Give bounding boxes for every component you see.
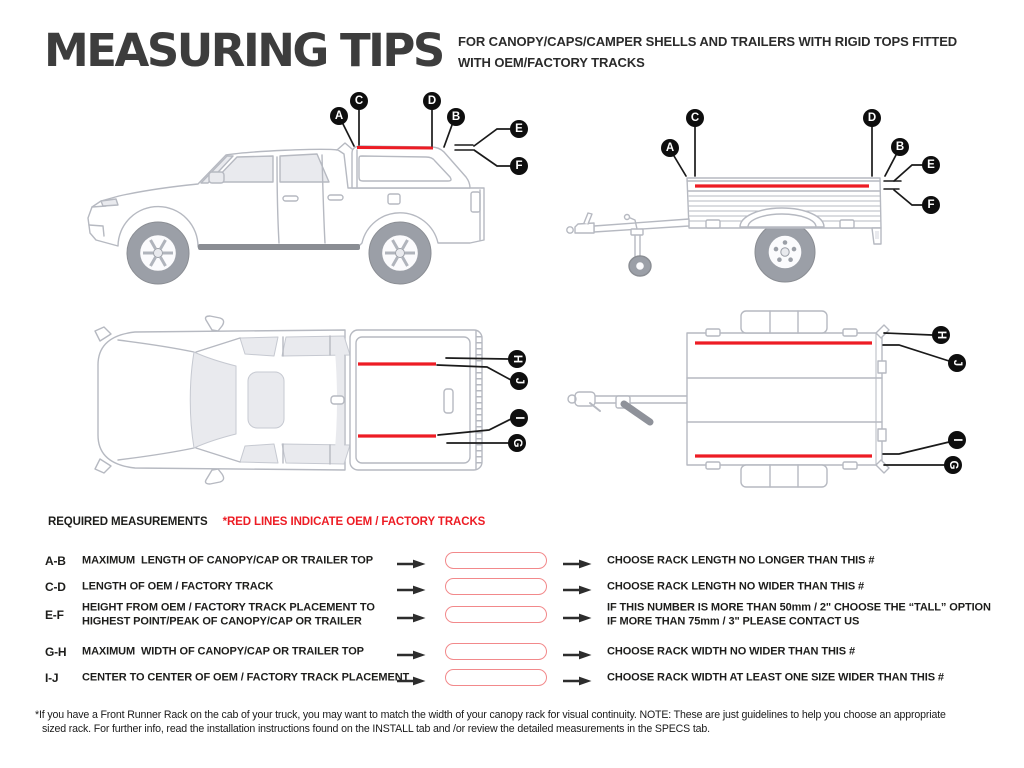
measurement-desc-line: MAXIMUM WIDTH OF CANOPY/CAP OR TRAILER TOP	[82, 645, 364, 658]
measurement-value-box	[445, 669, 547, 686]
required-measurements-header	[48, 516, 485, 528]
arrow-right-icon	[397, 582, 426, 592]
measurement-range-label: I-J	[45, 671, 59, 685]
callout-c-badge: C	[686, 109, 704, 127]
page-subtitle-line: WITH OEM/FACTORY TRACKS	[458, 55, 645, 70]
page-subtitle-line: FOR CANOPY/CAPS/CAMPER SHELLS AND TRAILERS WITH RIGID TOPS FITTED	[458, 34, 958, 49]
callout-h-badge: H	[508, 350, 526, 368]
truck-side-rear-wheel	[369, 222, 431, 284]
callout-j-badge: J	[948, 354, 966, 372]
measurement-value-box	[445, 552, 547, 569]
measurement-result	[607, 580, 864, 594]
callout-a-badge: A	[330, 107, 348, 125]
measurement-description	[82, 554, 373, 568]
measurement-desc-line: LENGTH OF OEM / FACTORY TRACK	[82, 580, 274, 593]
arrow-right-icon	[397, 610, 426, 620]
callout-i-badge: I	[510, 409, 528, 427]
measurement-result	[607, 645, 855, 659]
measurement-range-label: C-D	[45, 580, 66, 594]
callout-e-badge: E	[922, 156, 940, 174]
footnote-line: *If you have a Front Runner Rack on the cab of your truck, you may want to match the width of your canopy rack for visual continuity. NOTE: These are just guidelines to help you choose an appropriate	[35, 709, 946, 721]
callout-e-badge: E	[510, 120, 528, 138]
callout-i-badge: I	[948, 431, 966, 449]
measurement-result	[607, 554, 874, 568]
callout-f-badge: F	[510, 157, 528, 175]
arrow-right-icon	[563, 673, 592, 683]
callout-g-badge: G	[944, 456, 962, 474]
arrow-right-icon	[563, 610, 592, 620]
callout-j-badge: J	[510, 372, 528, 390]
trailer-top-view-drawing	[568, 311, 889, 487]
arrow-right-icon	[397, 647, 426, 657]
arrow-right-icon	[397, 556, 426, 566]
callout-d-badge: D	[423, 92, 441, 110]
measurement-range-label: A-B	[45, 554, 66, 568]
measurement-result-line: IF MORE THAN 75mm / 3" PLEASE CONTACT US	[607, 615, 860, 627]
callout-b-badge: B	[891, 138, 909, 156]
measurement-value-box	[445, 606, 547, 623]
callout-d-badge: D	[863, 109, 881, 127]
measurement-description	[82, 580, 273, 594]
measurement-desc-line: MAXIMUM LENGTH OF CANOPY/CAP OR TRAILER TOP	[82, 554, 373, 567]
callout-c-badge: C	[350, 92, 368, 110]
arrow-right-icon	[563, 582, 592, 592]
measurement-result-line: CHOOSE RACK WIDTH NO WIDER THAN THIS #	[607, 645, 855, 658]
callout-b-badge: B	[447, 108, 465, 126]
factory-track-redline	[357, 148, 433, 149]
callout-g-badge: G	[508, 434, 526, 452]
measurement-description	[82, 671, 409, 685]
footnote	[35, 708, 946, 736]
measurement-result-line: CHOOSE RACK WIDTH AT LEAST ONE SIZE WIDER THAN THIS #	[607, 671, 944, 684]
measurement-value-box	[445, 643, 547, 660]
red-lines-note: *RED LINES INDICATE OEM / FACTORY TRACKS	[222, 516, 486, 528]
page-title: MEASURING TIPS	[44, 24, 443, 77]
callout-a-badge: A	[661, 139, 679, 157]
truck-side-front-wheel	[127, 222, 189, 284]
measurement-range-label: G-H	[45, 645, 67, 659]
callout-f-badge: F	[922, 196, 940, 214]
measurement-description	[82, 645, 364, 659]
measurement-desc-line: HIGHEST POINT/PEAK OF CANOPY/CAP OR TRAILER	[82, 615, 362, 627]
page-subtitle	[458, 31, 957, 73]
truck-top-view-drawing	[95, 316, 482, 484]
arrow-right-icon	[397, 673, 426, 683]
measurement-result	[607, 671, 944, 685]
required-measurements-heading: REQUIRED MEASUREMENTS	[48, 516, 208, 528]
callout-h-badge: H	[932, 326, 950, 344]
measurement-range-label: E-F	[45, 608, 64, 622]
measurement-description	[82, 602, 375, 629]
arrow-right-icon	[563, 647, 592, 657]
measurement-desc-line: CENTER TO CENTER OF OEM / FACTORY TRACK PLACEMENT	[82, 671, 410, 684]
measurement-desc-line: HEIGHT FROM OEM / FACTORY TRACK PLACEMENT TO	[82, 601, 375, 614]
measurement-result-line: IF THIS NUMBER IS MORE THAN 50mm / 2" CHOOSE THE “TALL” OPTION	[607, 601, 991, 614]
measurement-result	[607, 602, 991, 629]
measurement-value-box	[445, 578, 547, 595]
measurement-result-line: CHOOSE RACK LENGTH NO LONGER THAN THIS #	[607, 554, 875, 567]
trailer-side-view-drawing	[567, 178, 881, 282]
measurement-result-line: CHOOSE RACK LENGTH NO WIDER THAN THIS #	[607, 580, 865, 593]
footnote-line: sized rack. For further info, read the installation instructions found on the INSTALL tab and /or review the detailed measurements in the SPECS tab.	[42, 723, 710, 735]
trailer-top-callout-leaders	[883, 333, 949, 465]
arrow-right-icon	[563, 556, 592, 566]
trailer-side-wheel	[755, 222, 815, 282]
